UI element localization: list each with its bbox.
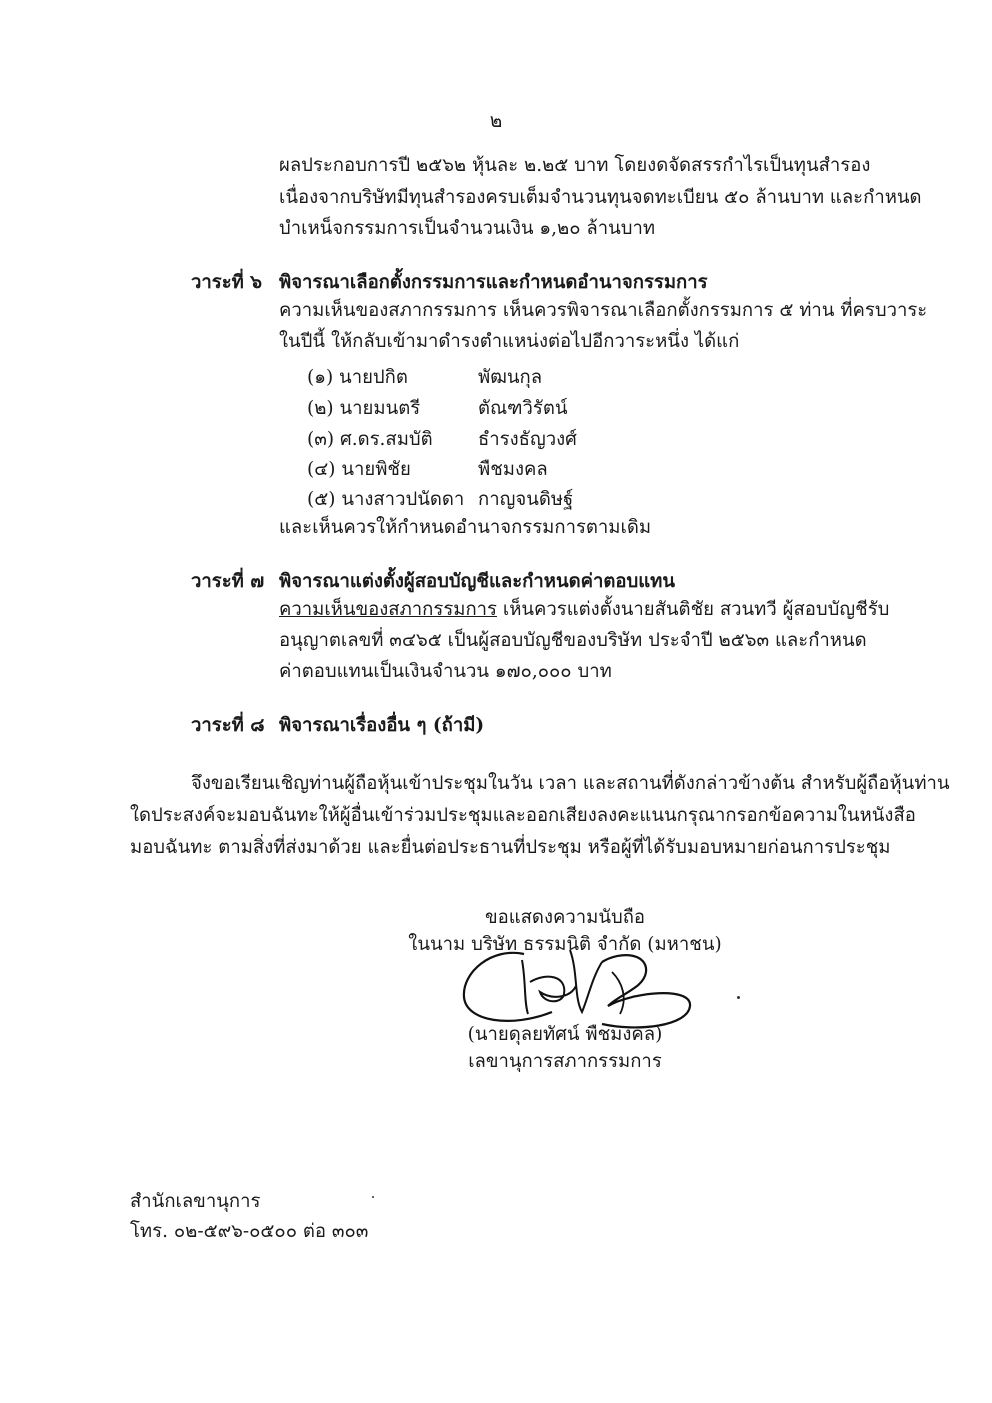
agenda8-number: วาระที่ ๘ — [191, 715, 265, 736]
director-name: (๕) นางสาวปนัดดา — [307, 489, 465, 510]
director-name: (๒) นายมนตรี — [307, 398, 421, 419]
agenda8-title: พิจารณาเรื่องอื่น ๆ (ถ้ามี) — [279, 715, 485, 736]
agenda7-line-1 — [279, 598, 889, 622]
agenda6-closing: และเห็นควรให้กำหนดอำนาจกรรมการตามเดิม — [279, 517, 652, 538]
invitation-line-3: มอบฉันทะ ตามสิ่งที่ส่งมาด้วย และยื่นต่อประธานที่ประชุม หรือผู้ที่ได้รับมอบหมายก่อนการประชุม — [130, 837, 891, 858]
agenda6-number: วาระที่ ๖ — [191, 272, 263, 293]
agenda6-line-1: ความเห็นของสภากรรมการ เห็นควรพิจารณาเลือกตั้งกรรมการ ๕ ท่าน ที่ครบวาระ — [279, 300, 928, 321]
director-name: (๔) นายพิชัย — [307, 459, 411, 480]
director-surname: กาญจนดิษฐ์ — [478, 489, 574, 510]
company-name: ในนาม บริษัท ธรรมนิติ จำกัด (มหาชน) — [408, 934, 722, 955]
agenda6-line-2: ในปีนี้ ให้กลับเข้ามาดำรงตำแหน่งต่อไปอีกวาระหนึ่ง ได้แก่ — [279, 331, 740, 352]
page-number: ๒ — [489, 110, 503, 132]
director-name: (๓) ศ.ดร.สมบัติ — [307, 429, 433, 450]
intro-line-1: ผลประกอบการปี ๒๕๖๒ หุ้นละ ๒.๒๕ บาท โดยงดจัดสรรกำไรเป็นทุนสำรอง — [279, 155, 871, 176]
invitation-line-2: ใดประสงค์จะมอบฉันทะให้ผู้อื่นเข้าร่วมประชุมและออกเสียงลงคะแนนกรุณากรอกข้อความในหนังสือ — [130, 805, 916, 826]
signatory-position: เลขานุการสภากรรมการ — [468, 1051, 662, 1072]
agenda7-line-2: อนุญาตเลขที่ ๓๔๖๕ เป็นผู้สอบบัญชีของบริษัท ประจำปี ๒๕๖๓ และกำหนด — [279, 630, 867, 651]
agenda7-line-3: ค่าตอบแทนเป็นเงินจำนวน ๑๗๐,๐๐๐ บาท — [279, 661, 612, 682]
scan-speck — [737, 996, 740, 999]
agenda7-line-1-rest: เห็นควรแต่งตั้งนายสันติชัย สวนทวี ผู้สอบบัญชีรับ — [496, 599, 890, 620]
agenda7-number: วาระที่ ๗ — [191, 571, 265, 592]
director-surname: พัฒนกุล — [478, 367, 543, 388]
agenda6-title: พิจารณาเลือกตั้งกรรมการและกำหนดอำนาจกรรมการ — [279, 272, 708, 293]
director-name: (๑) นายปกิต — [307, 367, 408, 388]
intro-line-2: เนื่องจากบริษัทมีทุนสำรองครบเต็มจำนวนทุนจดทะเบียน ๕๐ ล้านบาท และกำหนด — [279, 187, 922, 208]
footer-phone: โทร. ๐๒-๕๙๖-๐๕๐๐ ต่อ ๓๐๓ — [130, 1221, 369, 1242]
signatory-name: (นายดุลยทัศน์ พืชมงคล) — [467, 1024, 663, 1045]
director-surname: ตัณฑวิรัตน์ — [478, 398, 568, 419]
regards-text: ขอแสดงความนับถือ — [484, 907, 646, 928]
intro-line-3: บำเหน็จกรรมการเป็นจำนวนเงิน ๑,๒๐ ล้านบาท — [279, 218, 656, 239]
invitation-line-1: จึงขอเรียนเชิญท่านผู้ถือหุ้นเข้าประชุมในวัน เวลา และสถานที่ดังกล่าวข้างต้น สำหรับผู้ถือหุ้นท่าน — [191, 773, 950, 794]
footer-office: สำนักเลขานุการ — [130, 1191, 261, 1212]
board-opinion-label: ความเห็นของสภากรรมการ — [279, 599, 497, 620]
scan-speck — [372, 1196, 374, 1198]
agenda7-title: พิจารณาแต่งตั้งผู้สอบบัญชีและกำหนดค่าตอบแทน — [279, 571, 676, 592]
director-surname: ธำรงธัญวงศ์ — [478, 429, 577, 450]
director-surname: พืชมงคล — [478, 459, 548, 480]
